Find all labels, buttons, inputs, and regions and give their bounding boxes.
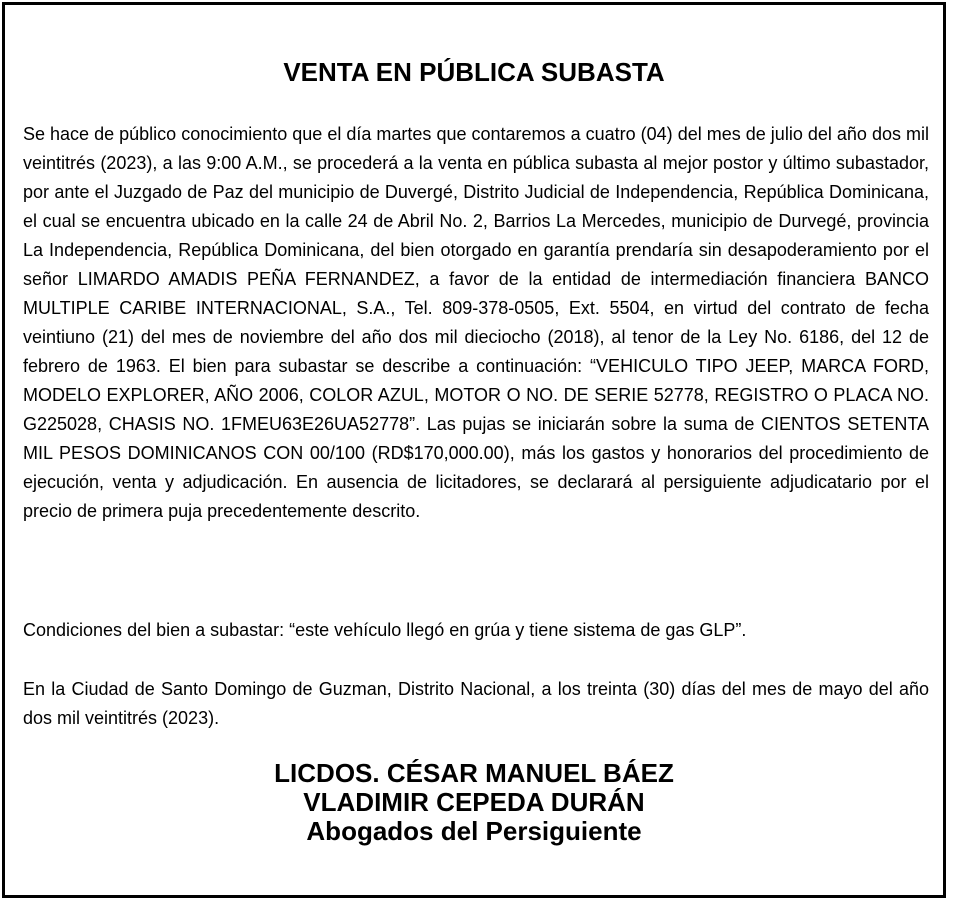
auction-description-paragraph: Se hace de público conocimiento que el día martes que contaremos a cuatro (04) del mes de julio del año dos mil veintitrés (2023), a las 9:00 A.M., se procederá a la venta en pública subasta al mejor postor y último subastador, por ante el Juzgado de Paz del municipio de Duvergé, Distrito Judicial de Independencia, República Dominicana, el cual se encuentra ubicado en la calle 24 de Abril No. 2, Barrios La Mercedes, municipio de Durvegé, provincia La Independencia, República Dominicana, del bien otorgado en garantía prendaría sin desapoderamiento por el señor LIMARDO AMADIS PEÑA FERNANDEZ, a favor de la entidad de intermediación financiera BANCO MULTIPLE CARIBE INTERNACIONAL, S.A., Tel. 809-378-0505, Ext. 5504, en virtud del contrato de fecha veintiuno (21) del mes de noviembre del año dos mil dieciocho (2018), al tenor de la Ley No. 6186, del 12 de febrero de 1963. El bien para subastar se describe a continuación: “VEHICULO TIPO JEEP, MARCA FORD, MODELO EXPLORER, AÑO 2006, COLOR AZUL, MOTOR O NO. DE SERIE 52778, REGISTRO O PLACA NO. G225028, CHASIS NO. 1FMEU63E26UA52778”. Las pujas se iniciarán sobre la suma de CIENTOS SETENTA MIL PESOS DOMINICANOS CON 00/100 (RD$170,000.00), más los gastos y honorarios del procedimiento de ejecución, venta y adjudicación. En ausencia de licitadores, se declarará al persiguiente adjudicatario por el precio de primera puja precedentemente descrito.	[23, 124, 929, 521]
signature-role: Abogados del Persiguiente	[306, 816, 642, 846]
vehicle-conditions-paragraph: Condiciones del bien a subastar: “este vehículo llegó en grúa y tiene sistema de gas GLP”.	[23, 620, 747, 640]
auction-notice	[2, 2, 946, 898]
signature-lawyer-2: VLADIMIR CEPEDA DURÁN	[303, 787, 645, 817]
signature-block	[5, 759, 943, 846]
notice-title: VENTA EN PÚBLICA SUBASTA	[283, 57, 665, 87]
signature-lawyer-1: LICDOS. CÉSAR MANUEL BÁEZ	[274, 758, 674, 788]
place-date-paragraph: En la Ciudad de Santo Domingo de Guzman, Distrito Nacional, a los treinta (30) días del mes de mayo del año dos mil veintitrés (2023).	[23, 679, 929, 728]
